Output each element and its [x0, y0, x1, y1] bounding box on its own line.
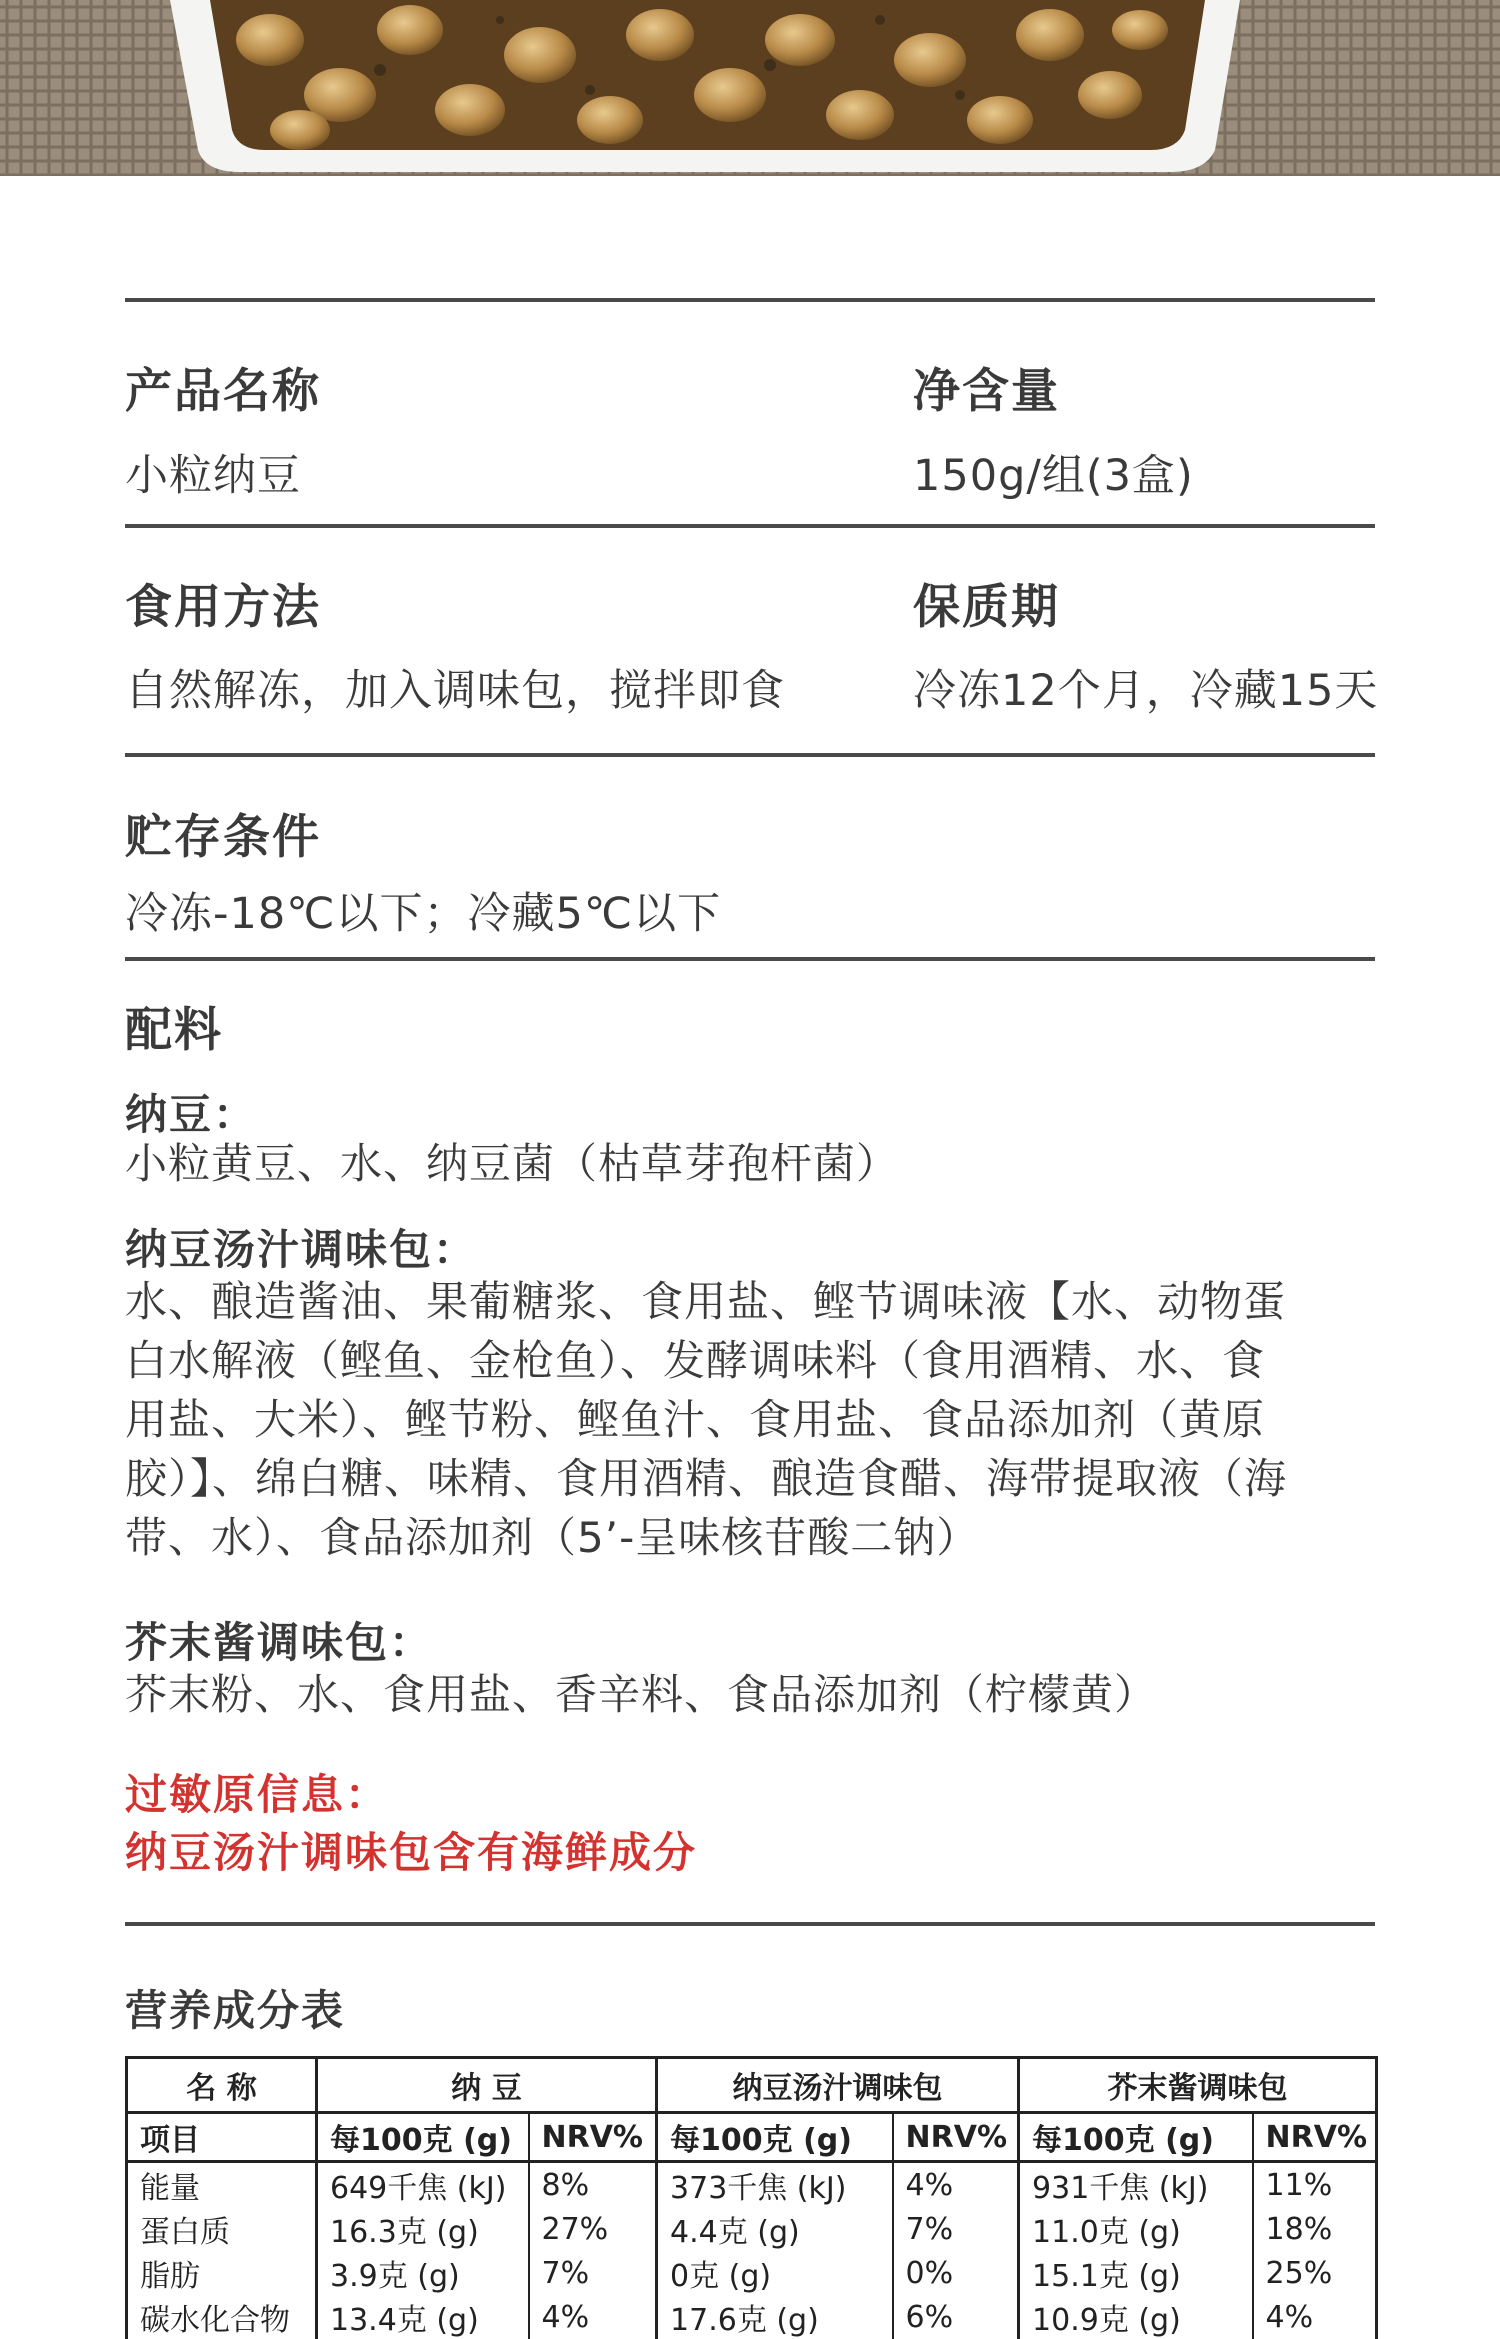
table-cell: 4% [1253, 2295, 1377, 2339]
table-cell: 27% [529, 2207, 657, 2251]
allergen-label: 过敏原信息： [125, 1770, 390, 1819]
nutrition-table-title: 营养成分表 [125, 1986, 346, 2035]
column-header: 每100克 (g) [657, 2113, 893, 2162]
table-cell: 4% [893, 2162, 1019, 2208]
column-header: NRV% [893, 2113, 1019, 2162]
mustard-sauce-label: 芥末酱调味包： [125, 1618, 434, 1667]
divider [125, 524, 1375, 528]
table-cell: 931千焦 (kJ) [1019, 2162, 1253, 2208]
nutrition-sub-header [127, 2113, 1377, 2162]
table-cell: 25% [1253, 2251, 1377, 2295]
table-row [127, 2207, 1377, 2251]
nutrition-group-header [127, 2058, 1377, 2113]
table-cell: 17.6克 (g) [657, 2295, 893, 2339]
soup-sauce-ingredients: 水、酿造酱油、果葡糖浆、食用盐、鲣节调味液【水、动物蛋 白水解液（鲣鱼、金枪鱼）、发酵调味料（食用酒精、水、食 用盐、大米）、鲣节粉、鲣鱼汁、食用盐、食品添加剂（黄原 胶）】、绵白糖、味精、食用酒精、酿造食醋、海带提取液（海 带、水）、食品添加剂（5’-呈味核苷酸二钠） [125, 1277, 1288, 1562]
group-header-soup-sauce: 纳豆汤汁调味包 [657, 2058, 1019, 2113]
column-header: NRV% [1253, 2113, 1377, 2162]
net-weight-label: 净含量 [913, 364, 1060, 419]
divider [125, 753, 1375, 757]
column-header: NRV% [529, 2113, 657, 2162]
table-row [127, 2251, 1377, 2295]
table-cell: 6% [893, 2295, 1019, 2339]
table-row [127, 2162, 1377, 2208]
table-cell: 11% [1253, 2162, 1377, 2208]
table-cell: 15.1克 (g) [1019, 2251, 1253, 2295]
group-header-natto: 纳 豆 [317, 2058, 657, 2113]
table-cell: 碳水化合物 [127, 2295, 317, 2339]
table-cell: 16.3克 (g) [317, 2207, 529, 2251]
usage-value: 自然解冻，加入调味包，搅拌即食 [125, 666, 785, 716]
net-weight-value: 150g/组(3盒) [913, 451, 1194, 501]
table-cell: 脂肪 [127, 2251, 317, 2295]
table-cell: 8% [529, 2162, 657, 2208]
shelf-life-value: 冷冻12个月，冷藏15天 [913, 666, 1379, 716]
natto-photo-illustration [0, 0, 1500, 176]
table-cell: 4.4克 (g) [657, 2207, 893, 2251]
natto-ingredients-label: 纳豆： [125, 1090, 258, 1139]
table-cell: 10.9克 (g) [1019, 2295, 1253, 2339]
table-cell: 13.4克 (g) [317, 2295, 529, 2339]
divider [125, 957, 1375, 961]
natto-ingredients-value: 小粒黄豆、水、纳豆菌（枯草芽孢杆菌） [125, 1139, 900, 1188]
table-cell: 373千焦 (kJ) [657, 2162, 893, 2208]
product-name-label: 产品名称 [125, 364, 321, 419]
group-header-mustard-sauce: 芥末酱调味包 [1019, 2058, 1377, 2113]
divider [125, 298, 1375, 302]
table-cell: 18% [1253, 2207, 1377, 2251]
ingredients-title: 配料 [125, 1003, 223, 1058]
table-cell: 能量 [127, 2162, 317, 2208]
usage-label: 食用方法 [125, 580, 321, 635]
table-cell: 0克 (g) [657, 2251, 893, 2295]
mustard-sauce-ingredients: 芥末粉、水、食用盐、香辛料、食品添加剂（柠檬黄） [125, 1670, 1158, 1719]
soup-sauce-label: 纳豆汤汁调味包： [125, 1225, 478, 1274]
nutrition-table [125, 2056, 1378, 2339]
table-cell: 3.9克 (g) [317, 2251, 529, 2295]
table-cell: 649千焦 (kJ) [317, 2162, 529, 2208]
product-name-value: 小粒纳豆 [125, 451, 301, 501]
group-header-name: 名 称 [127, 2058, 317, 2113]
column-header: 项目 [127, 2113, 317, 2162]
table-cell: 7% [893, 2207, 1019, 2251]
table-cell: 11.0克 (g) [1019, 2207, 1253, 2251]
table-cell: 0% [893, 2251, 1019, 2295]
divider [125, 1922, 1375, 1926]
table-row [127, 2295, 1377, 2339]
allergen-value: 纳豆汤汁调味包含有海鲜成分 [125, 1828, 698, 1877]
storage-label: 贮存条件 [125, 810, 321, 865]
column-header: 每100克 (g) [1019, 2113, 1253, 2162]
column-header: 每100克 (g) [317, 2113, 529, 2162]
table-cell: 4% [529, 2295, 657, 2339]
product-photo [0, 0, 1500, 176]
table-cell: 7% [529, 2251, 657, 2295]
storage-value: 冷冻-18℃以下；冷藏5℃以下 [125, 889, 722, 939]
shelf-life-label: 保质期 [913, 580, 1060, 635]
table-cell: 蛋白质 [127, 2207, 317, 2251]
